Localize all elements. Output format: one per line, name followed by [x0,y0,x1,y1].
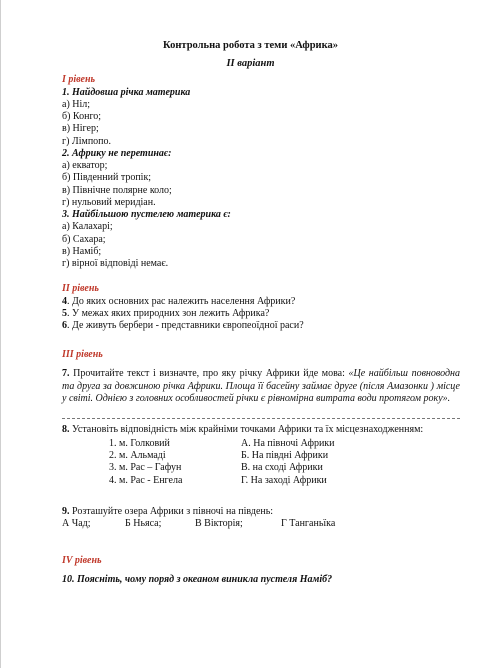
lake-option: В Вікторія; [195,518,243,529]
question-number: 6 [62,320,67,331]
match-right-item: В. на сході Африки [241,462,323,473]
question-10: 10. Поясніть, чому поряд з океаном виникла пустеля Наміб? [62,574,333,585]
question-9 [62,506,273,518]
question-number: 9. [62,506,70,517]
question-number: 4 [62,296,67,307]
lake-option: Б Ньяса; [125,518,162,529]
question-5 [62,308,269,320]
level-4-heading: IV рівень [62,555,102,566]
match-left-item: 4. м. Рас - Енгела [109,475,183,486]
question-text: Установіть відповідність між крайніми точками Африки та їх місцезнаходженням: [69,424,424,435]
question-3-option: а) Калахарі; [62,221,113,232]
question-2-option: а) екватор; [62,160,108,171]
question-3-option: б) Сахара; [62,234,106,245]
question-number: 8. [62,424,70,435]
level-2-heading: II рівень [62,283,99,294]
match-right-item: Г. На заході Африки [241,475,327,486]
variant-label: II варіант [226,58,275,69]
lake-option: Г Танганьїка [281,518,336,529]
question-number: 7. [62,368,70,379]
question-text: Прочитайте текст і визначте, про яку річку Африки йде мова: [69,368,349,379]
page-title: Контрольна робота з теми «Африка» [163,40,338,51]
question-quote: «Це найбільш повноводна та друга за довжиною річка Африки. Площа її басейну займає друге (після Амазонки ) місце у світі. Однією з головних особливостей річки є рівномірна витрата води протягом року». [62,368,460,404]
question-number: 5 [62,308,67,319]
question-1-option: в) Нігер; [62,123,99,134]
level-3-heading: III рівень [62,349,103,360]
question-7 [62,368,460,406]
question-2-option: б) Південний тропік; [62,172,152,183]
question-text: . Де живуть бербери - представники європеоїдної раси? [67,320,304,331]
question-1-option: а) Ніл; [62,99,91,110]
question-2-title: 2. Африку не перетинає: [62,148,172,159]
lake-option: А Чад; [62,518,91,529]
question-2-option: в) Північне полярне коло; [62,185,172,196]
level-1-heading: I рівень [62,74,96,85]
match-left-item: 1. м. Голковий [109,438,170,449]
question-text: . До яких основних рас належить населення Африки? [67,296,296,307]
match-right-item: Б. На півдні Африки [241,450,329,461]
question-2-option: г) нульовий меридіан. [62,197,156,208]
question-4 [62,296,295,308]
question-1-option: б) Конго; [62,111,102,122]
question-1-option: г) Лімпопо. [62,136,112,147]
match-left-item: 3. м. Рас – Гафун [109,462,182,473]
match-left-item: 2. м. Альмаді [109,450,166,461]
question-text: Розташуйте озера Африки з півночі на південь: [69,506,274,517]
question-1-title: 1. Найдовша річка материка [62,87,191,98]
question-3-option: г) вірної відповіді немає. [62,258,169,269]
question-8 [62,424,460,437]
match-right-item: А. На півночі Африки [241,438,335,449]
question-6 [62,320,304,332]
question-3-title: 3. Найбільшою пустелею материка є: [62,209,231,220]
question-3-option: в) Наміб; [62,246,102,257]
question-text: . У межах яких природних зон лежить Африка? [67,308,270,319]
divider [62,418,460,419]
